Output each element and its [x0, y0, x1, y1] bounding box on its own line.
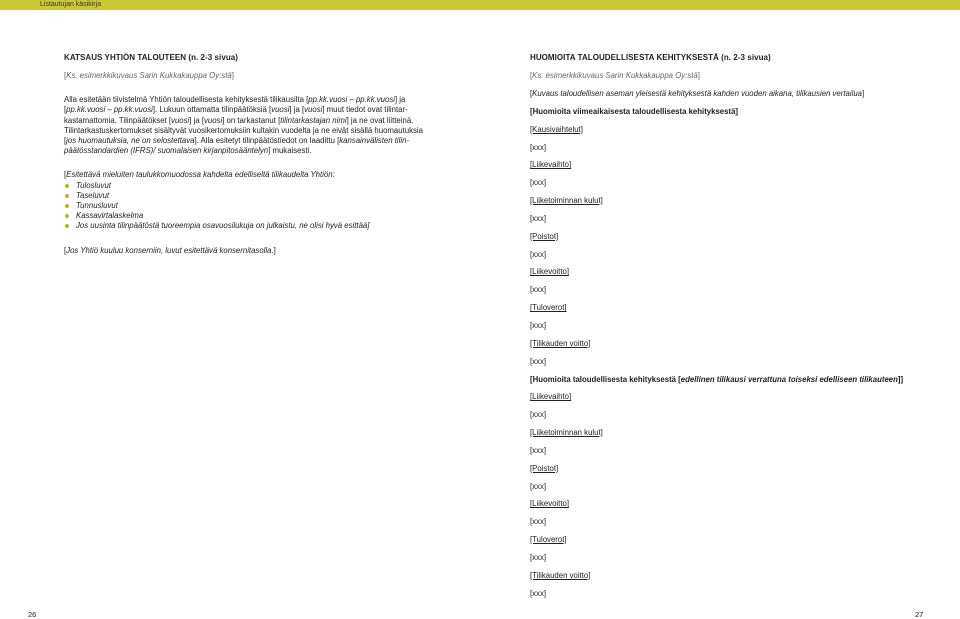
text-run: ] on tarkastanut [ [222, 115, 281, 125]
text-run: vuosi [171, 115, 190, 125]
text-run: ] mukaisesti. [268, 146, 312, 156]
item-value: [xxx] [530, 249, 547, 259]
text-run: pp.kk.vuosi – pp.kk.vuosi [308, 95, 395, 105]
page-number-left: 26 [28, 610, 37, 619]
figures-list [64, 181, 434, 232]
left-column [64, 52, 434, 256]
text-run: Alla esitetään tiivistelmä Yhtiön taloudellisesta kehityksestä tilikausilta [ [64, 95, 309, 105]
item-label: [Liikevaihto] [530, 160, 572, 170]
item-label: [Poistot] [530, 463, 559, 473]
list-intro: [Esitettävä mieluiten taulukkomuodossa kahdelta edelliseltä tilikaudelta Yhtiön: [64, 170, 335, 180]
document-header-label: Listautujan käsikirja [40, 1, 102, 8]
item-label: [Tuloverot] [530, 535, 567, 545]
list-item: Jos uusinta tilinpäätöstä tuoreempia osavuosilukuja on julkaistu, ne olisi hyvä esittää] [64, 221, 434, 231]
recent-development-list [530, 125, 925, 375]
text-run: kansainvälisten tilin-päätösstandardien (IFRS)/ suomalaisen kirjanpitosääntelyn [64, 136, 410, 156]
item-value: [xxx] [530, 285, 547, 295]
item-value: [xxx] [530, 445, 547, 455]
text-run: ]. Alla esitetyt tilinpäätöstiedot on laadittu [ [194, 136, 340, 146]
left-section-title: KATSAUS YHTIÖN TALOUTEEN (n. 2-3 sivua) [64, 53, 238, 62]
item-label: [Poistot] [530, 231, 559, 241]
text-run: ] ja [ [64, 95, 406, 115]
item-label: [Tilikauden voitto] [530, 338, 591, 348]
text-run: ] ja [ [289, 105, 305, 115]
text-run: ] ja ne ovat liitteinä. Tilintarkastuskertomukset sisältyvät vuosikertomuksiin kultakin vuodelta ja ne eivät sisällä huomautuksia [ [64, 115, 423, 146]
text-run: tilintarkastajan nimi [280, 115, 347, 125]
item-value: [xxx] [530, 517, 547, 527]
top-accent-bar [0, 0, 960, 10]
text-run: pp.kk.vuosi – pp.kk.vuosi [66, 105, 153, 115]
left-example-reference: [Ks. esimerkkikuvaus Sarin Kukkakauppa Oy:stä] [64, 71, 234, 80]
text-run: ] muut tiedot ovat tilintar-kastamattomia. Tilinpäätökset [ [64, 105, 408, 125]
item-value: [xxx] [530, 481, 547, 491]
list-item: Kassavirtalaskelma [64, 211, 434, 221]
recent-development-heading: [Huomioita viimeaikaisesta taloudellisesta kehityksestä] [530, 106, 739, 116]
list-item: Taseluvut [64, 191, 434, 201]
item-label: [Liiketoiminnan kulut] [530, 428, 603, 438]
previous-period-heading: [Huomioita taloudellisesta kehityksestä [edellinen tilikausi verrattuna toiseksi edelliseen tilikauteen]] [530, 374, 904, 384]
item-label: [Liikevoitto] [530, 267, 570, 277]
right-column [530, 52, 925, 606]
item-value: [xxx] [530, 142, 547, 152]
item-value: [xxx] [530, 552, 547, 562]
text-run: vuosi [271, 105, 290, 115]
previous-period-list [530, 392, 925, 606]
right-example-reference: [Ks. esimerkkikuvaus Sarin Kukkakauppa Oy:stä] [530, 71, 700, 80]
text-run: jos huomautuksia, ne on selostettava [66, 136, 195, 146]
list-item: Tulosluvut [64, 181, 434, 191]
item-label: [Tuloverot] [530, 303, 567, 313]
item-label: [Liikevoitto] [530, 499, 570, 509]
financial-summary-paragraph [64, 95, 434, 156]
item-label: [Kausivaihtelut] [530, 124, 583, 134]
item-value: [xxx] [530, 178, 547, 188]
development-intro: [Kuvaus taloudellisen aseman yleisestä kehityksestä kahden vuoden aikana, tilikausien vertailua] [530, 89, 865, 98]
item-label: [Liiketoiminnan kulut] [530, 196, 603, 206]
right-section-title: HUOMIOITA TALOUDELLISESTA KEHITYKSESTÄ (n. 2-3 sivua) [530, 53, 771, 62]
text-run: ]. Lukuun ottamatta tilinpäätöksiä [ [152, 105, 272, 115]
item-value: [xxx] [530, 213, 547, 223]
text-run: vuosi [203, 115, 223, 125]
item-label: [Liikevaihto] [530, 392, 572, 402]
list-item: Tunnusluvut [64, 201, 434, 211]
item-value: [xxx] [530, 356, 547, 366]
text-run: ] ja [ [189, 115, 204, 125]
group-note: [Jos Yhtiö kuuluu konserniin, luvut esitettävä konsernitasolla.] [64, 245, 276, 255]
text-run: vuosi [304, 105, 323, 115]
item-label: [Tilikauden voitto] [530, 570, 591, 580]
item-value: [xxx] [530, 320, 547, 330]
page-number-right: 27 [915, 610, 924, 619]
item-value: [xxx] [530, 588, 547, 598]
item-value: [xxx] [530, 410, 547, 420]
